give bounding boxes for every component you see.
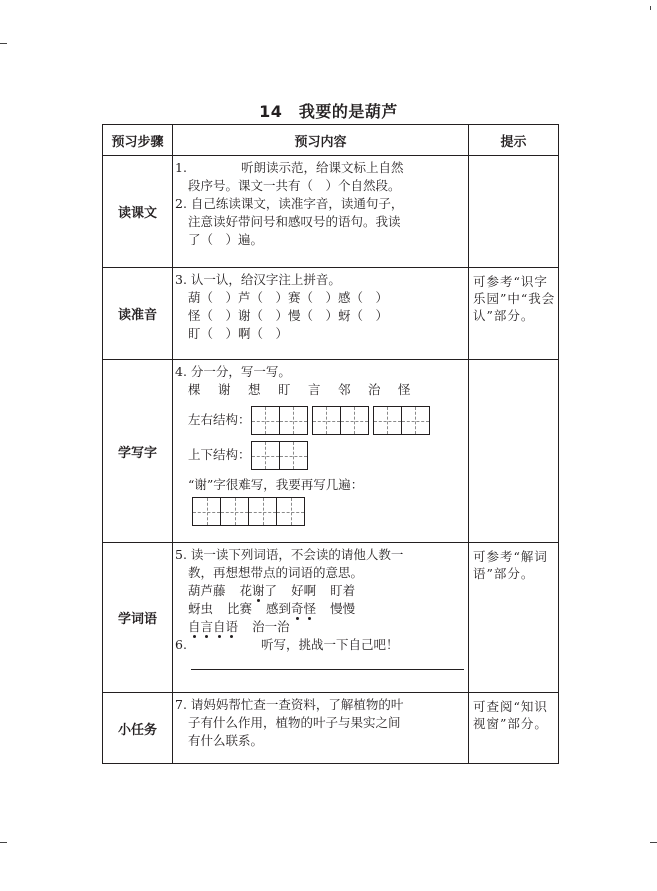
word-line	[175, 618, 466, 636]
writing-box[interactable]	[277, 497, 305, 526]
content-line: “谢”字很难写，我要再写几遍：	[188, 477, 364, 492]
tip-text: 可查阅“知识视窗”部分。	[473, 699, 548, 731]
page-title: 14 我要的是葫芦	[259, 102, 398, 121]
content-line: 有什么联系。	[188, 733, 264, 748]
crop-mark	[650, 842, 657, 843]
char-item: 谢	[218, 382, 231, 397]
table-row	[103, 693, 559, 764]
header-step: 预习步骤	[103, 125, 173, 156]
word: 好啊	[291, 583, 317, 598]
content-line: 注意读好带问号和感叹号的语句。我读	[188, 214, 401, 229]
writing-grid[interactable]	[251, 406, 308, 435]
item-number: 1.	[175, 160, 187, 175]
content-cell	[173, 156, 469, 268]
writing-box[interactable]	[341, 406, 369, 435]
left-right-structure	[175, 406, 466, 435]
step-label: 读课文	[103, 156, 173, 268]
step-label: 小任务	[103, 693, 173, 764]
writing-box[interactable]	[280, 441, 308, 470]
writing-box[interactable]	[280, 406, 308, 435]
content-line: 3. 认一认，给汉字注上拼音。	[175, 272, 341, 287]
content-line: 怪（ ）谢（ ）慢（ ）蚜（ ）	[188, 308, 389, 323]
writing-box[interactable]	[221, 497, 249, 526]
char-item: 怪	[398, 382, 411, 397]
word-line	[175, 600, 466, 618]
table-row	[103, 543, 559, 693]
table-row	[103, 268, 559, 360]
writing-grid[interactable]	[251, 441, 308, 470]
table-header-row	[103, 125, 559, 156]
word: 治一治	[252, 619, 290, 634]
content-line: 7. 请妈妈帮忙查一查资料，了解植物的叶	[175, 697, 404, 712]
word: 蚜虫	[188, 601, 214, 616]
writing-box[interactable]	[312, 406, 341, 435]
writing-grid[interactable]	[192, 497, 305, 526]
tip-cell	[469, 268, 559, 360]
content-line: 4. 分一分，写一写。	[175, 364, 291, 379]
writing-box[interactable]	[373, 406, 402, 435]
tip-text: 可参考“解词语”部分。	[473, 549, 548, 581]
crop-mark	[650, 6, 651, 10]
char-item: 棵	[188, 382, 201, 397]
content-line: 子有什么作用，植物的叶子与果实之间	[188, 715, 401, 730]
tip-cell	[469, 156, 559, 268]
table-row	[103, 156, 559, 268]
content-line: 听写，挑战一下自己吧！	[260, 637, 399, 652]
char-item: 言	[308, 382, 321, 397]
structure-label: 上下结构：	[188, 447, 251, 462]
writing-grid[interactable]	[373, 406, 430, 435]
word: 比赛	[227, 601, 253, 616]
content-line: 2. 自己练读课文，读准字音，读通句子，	[175, 196, 404, 211]
header-content: 预习内容	[173, 125, 469, 156]
char-item: 想	[248, 382, 261, 397]
crop-mark	[0, 842, 7, 843]
word: 花谢了	[239, 583, 278, 598]
content-line: 听朗读示范，给课文标上自然	[240, 160, 404, 175]
char-item: 盯	[278, 382, 291, 397]
content-line: 段序号。课文一共有（ ）个自然段。	[188, 178, 401, 193]
crop-mark	[0, 43, 7, 44]
content-cell	[173, 268, 469, 360]
writing-box[interactable]	[192, 497, 221, 526]
content-cell	[173, 693, 469, 764]
word: 盯着	[330, 583, 356, 598]
writing-grid[interactable]	[312, 406, 369, 435]
content-cell	[173, 543, 469, 693]
char-item: 治	[368, 382, 381, 397]
char-item: 邻	[338, 382, 351, 397]
structure-label: 左右结构：	[188, 412, 251, 427]
preview-table	[102, 124, 559, 764]
writing-box[interactable]	[249, 497, 277, 526]
table-row	[103, 360, 559, 543]
word: 感到奇怪	[266, 601, 317, 616]
tip-cell	[469, 360, 559, 543]
word: 葫芦藤	[188, 583, 226, 598]
tip-cell	[469, 693, 559, 764]
writing-box[interactable]	[251, 441, 280, 470]
content-line: 葫（ ）芦（ ）赛（ ）感（ ）	[188, 290, 389, 305]
item-number: 6.	[175, 637, 187, 652]
word: 自言自语	[188, 619, 239, 634]
content-line: 盯（ ）啊（ ）	[188, 326, 289, 341]
step-label: 学词语	[103, 543, 173, 693]
content-cell	[173, 360, 469, 543]
writing-box[interactable]	[402, 406, 430, 435]
word-line	[175, 582, 466, 600]
tip-cell	[469, 543, 559, 693]
header-tip: 提示	[469, 125, 559, 156]
content-line: 了（ ）遍。	[188, 232, 264, 247]
char-list	[175, 381, 466, 399]
content-line: 教，再想想带点的词语的意思。	[188, 565, 364, 580]
extra-practice	[175, 497, 466, 526]
writing-box[interactable]	[251, 406, 280, 435]
content-line: 5. 读一读下列词语，不会读的请他人教一	[175, 547, 404, 562]
word: 慢慢	[330, 601, 356, 616]
step-label: 学写字	[103, 360, 173, 543]
step-label: 读准音	[103, 268, 173, 360]
top-bottom-structure	[175, 441, 466, 470]
answer-line[interactable]	[191, 668, 464, 670]
tip-text: 可参考“识字乐园”中“我会认”部分。	[473, 274, 556, 323]
